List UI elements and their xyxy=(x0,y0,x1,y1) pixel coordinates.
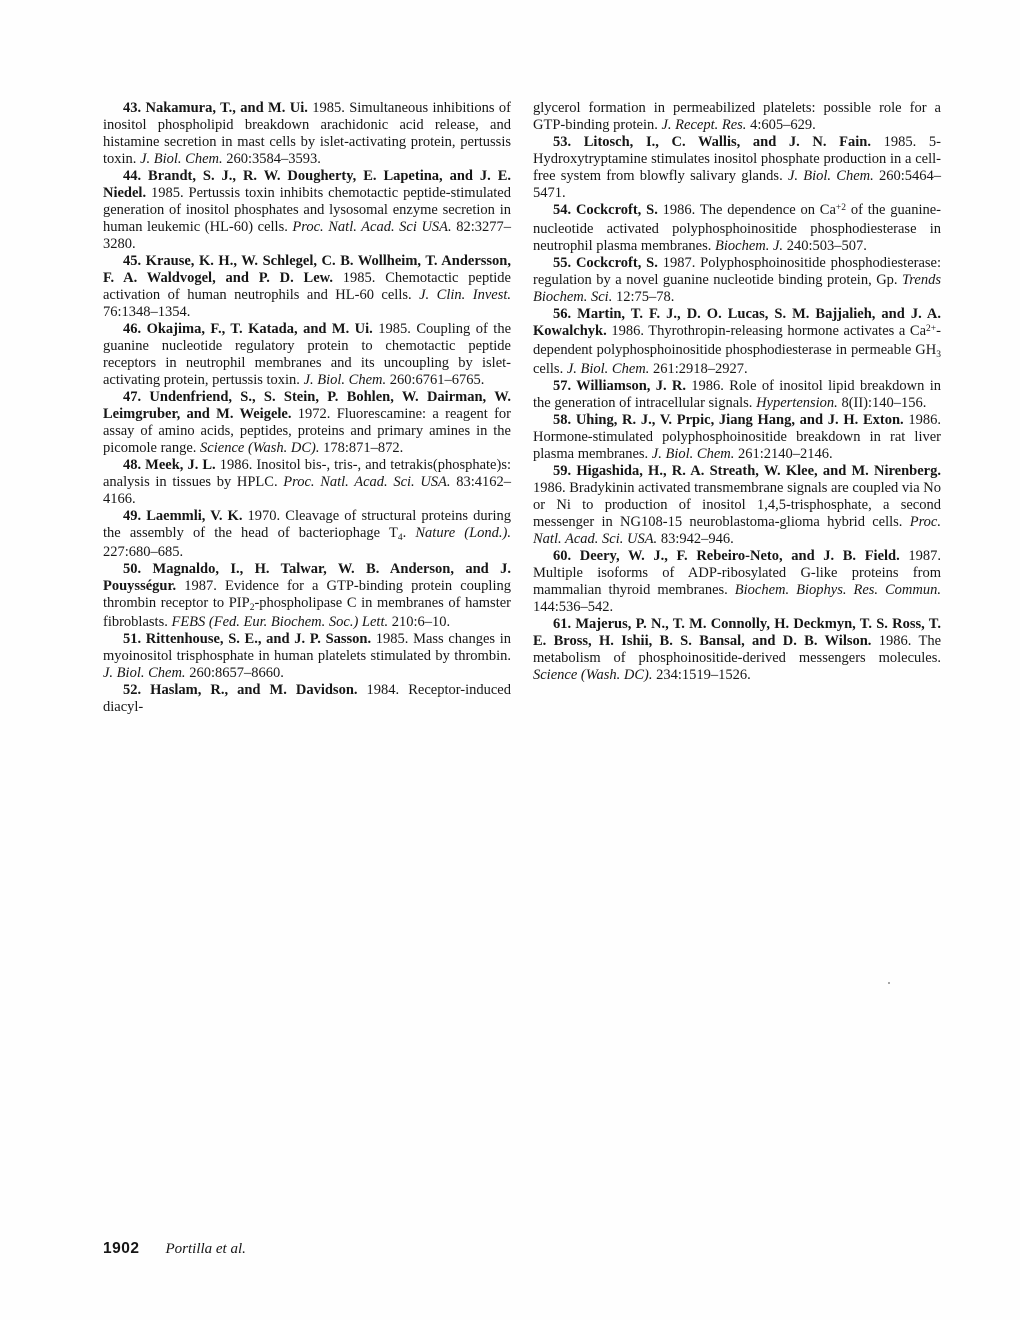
reference-segment-p: 1986. The dependence on Ca xyxy=(657,202,836,218)
reference-entry xyxy=(533,378,941,412)
page-footer xyxy=(103,1240,246,1258)
reference-segment-p: 1986. Inositol bis-, tris-, and tetrakis(phosphate)s: analysis in tissues by HPLC. xyxy=(103,457,511,490)
reference-segment-i: Science (Wash. DC). xyxy=(533,667,653,683)
reference-segment-p: 83:942–946. xyxy=(657,531,734,547)
reference-entry xyxy=(103,508,511,561)
reference-entry xyxy=(533,616,941,684)
reference-segment-p: 82:3277–3280. xyxy=(103,219,512,252)
reference-entry xyxy=(103,682,511,716)
reference-segment-p: 1986. Bradykinin activated transmembrane signals are coupled via No or Ni to production of inositol 1,4,5-trisphosphate, a second messenger in NG108-15 neuroblastoma-glioma hybrid cells. xyxy=(533,480,941,530)
reference-segment-p: 4:605–629. xyxy=(746,117,816,133)
reference-segment-p: 144:536–542. xyxy=(533,599,614,615)
reference-segment-b: 61. Majerus, P. N., T. M. Connolly, H. Deckmyn, T. S. Ross, T. E. Bross, H. Ishii, B. S. Bansal, and D. B. Wilson. xyxy=(533,616,941,649)
references-column-left xyxy=(103,100,511,716)
reference-segment-b: 55. Cockcroft, S. xyxy=(553,255,658,271)
reference-segment-p: 1972. Fluorescamine: a reagent for assay of amino acids, peptides, proteins and primary amines in the picomole range. xyxy=(103,406,511,456)
reference-segment-b: 49. Laemmli, V. K. xyxy=(123,508,243,524)
reference-segment-i: Proc. Natl. Acad. Sci USA. xyxy=(292,219,452,235)
reference-segment-p: 210:6–10. xyxy=(388,614,451,630)
reference-segment-p: 227:680–685. xyxy=(103,544,184,560)
reference-segment-p: 260:6761–6765. xyxy=(386,372,485,388)
reference-segment-i: Hypertension. xyxy=(756,395,838,411)
reference-entry xyxy=(103,631,511,682)
reference-entry xyxy=(533,255,941,306)
running-authors: Portilla et al. xyxy=(165,1241,246,1257)
reference-entry xyxy=(103,100,511,168)
reference-entry xyxy=(533,202,941,255)
reference-segment-p: cells. xyxy=(533,361,567,377)
reference-segment-p: 1985. Mass changes in myoinositol trisphosphate in human platelets stimulated by thrombin. xyxy=(103,631,512,664)
reference-segment-i: Science (Wash. DC). xyxy=(200,440,320,456)
reference-segment-p: 261:2918–2927. xyxy=(649,361,748,377)
reference-segment-p: 260:8657–8660. xyxy=(185,665,284,681)
reference-segment-i: J. Recept. Res. xyxy=(661,117,747,133)
reference-segment-p: 83:4162–4166. xyxy=(103,474,512,507)
reference-segment-p: 1987. Evidence for a GTP-binding protein coupling thrombin receptor to PIP xyxy=(103,578,511,611)
reference-segment-b: 54. Cockcroft, S. xyxy=(553,202,658,218)
reference-segment-b: 57. Williamson, J. R. xyxy=(553,378,686,394)
reference-segment-b: 43. Nakamura, T., and M. Ui. xyxy=(123,100,308,116)
reference-segment-b: 47. Undenfriend, S., S. Stein, P. Bohlen, W. Dairman, W. Leimgruber, and M. Weigele. xyxy=(103,389,511,422)
reference-segment-i: Proc. Natl. Acad. Sci. USA. xyxy=(283,474,451,490)
reference-segment-p: -dependent polyphosphoinositide phosphodiesterase in permeable GH xyxy=(533,323,941,358)
reference-segment-p: 1985. Chemotactic peptide activation of human neutrophils and HL-60 cells. xyxy=(103,270,511,303)
reference-segment-i: J. Biol. Chem. xyxy=(651,446,735,462)
reference-segment-i: J. Biol. Chem. xyxy=(303,372,387,388)
reference-segment-b: 44. Brandt, S. J., R. W. Dougherty, E. Lapetina, and J. E. Niedel. xyxy=(103,168,511,201)
reference-segment-b: 45. Krause, K. H., W. Schlegel, C. B. Wollheim, T. Andersson, F. A. Waldvogel, and P. D. Lew. xyxy=(103,253,511,286)
reference-entry xyxy=(533,134,941,202)
reference-entry xyxy=(533,548,941,616)
reference-segment-b: 58. Uhing, R. J., V. Prpic, Jiang Hang, and J. H. Exton. xyxy=(553,412,904,428)
reference-segment-b: 46. Okajima, F., T. Katada, and M. Ui. xyxy=(123,321,373,337)
reference-entry xyxy=(533,100,941,134)
reference-segment-sub: 4 xyxy=(397,532,403,543)
reference-segment-p: 1985. 5-Hydroxytryptamine stimulates inositol phosphate production in a cell-free system from blowfly salivary glands. xyxy=(533,134,941,184)
reference-segment-i: FEBS (Fed. Eur. Biochem. Soc.) Lett. xyxy=(171,614,389,630)
reference-segment-p: 234:1519–1526. xyxy=(652,667,751,683)
reference-segment-p: 1986. Hormone-stimulated polyphosphoinositide breakdown in rat liver plasma membranes. xyxy=(533,412,942,462)
reference-segment-i: Biochem. J. xyxy=(715,238,784,254)
reference-segment-p: 12:75–78. xyxy=(612,289,675,305)
reference-entry xyxy=(103,253,511,321)
reference-segment-p: 1987. Multiple isoforms of ADP-ribosylated G-like proteins from mammalian thyroid membranes. xyxy=(533,548,941,598)
reference-segment-p: 1985. Pertussis toxin inhibits chemotactic peptide-stimulated generation of inositol phosphates and lysosomal enzyme secretion in human leukemic (HL-60) cells. xyxy=(103,185,511,235)
reference-entry xyxy=(103,457,511,508)
reference-segment-i: J. Clin. Invest. xyxy=(419,287,511,303)
reference-segment-i: J. Biol. Chem. xyxy=(566,361,650,377)
reference-segment-p: 260:3584–3593. xyxy=(222,151,321,167)
reference-segment-i: Proc. Natl. Acad. Sci. USA. xyxy=(533,514,941,547)
reference-segment-p: 8(II):140–156. xyxy=(837,395,927,411)
reference-segment-p: 1985. Simultaneous inhibitions of inositol phospholipid breakdown arachidonic acid release, and histamine secretion in mast cells by islet-activating protein, pertussis toxin. xyxy=(103,100,511,167)
reference-segment-b: 48. Meek, J. L. xyxy=(123,457,216,473)
reference-segment-p: glycerol formation in permeabilized platelets: possible role for a GTP-binding protein. xyxy=(533,100,941,133)
reference-segment-p: 1985. Coupling of the guanine nucleotide regulatory protein to chemotactic peptide receptors in neutrophil membranes and its uncoupling by islet-activating protein, pertussis toxin. xyxy=(103,321,512,388)
reference-segment-sub: 3 xyxy=(936,349,941,360)
reference-segment-sub: 2 xyxy=(249,602,255,613)
reference-segment-b: 53. Litosch, I., C. Wallis, and J. N. Fain. xyxy=(553,134,871,150)
page-number: 1902 xyxy=(103,1240,140,1257)
reference-segment-p: 260:5464–5471. xyxy=(533,168,942,201)
reference-segment-sup: +2 xyxy=(835,202,846,213)
reference-entry xyxy=(103,561,511,631)
reference-segment-p: of the guanine-nucleotide activated polyphosphoinositide phosphodiesterase in neutrophil plasma membranes. xyxy=(533,202,941,254)
reference-segment-i: J. Biol. Chem. xyxy=(103,665,186,681)
reference-segment-p: 178:871–872. xyxy=(319,440,404,456)
reference-segment-b: 50. Magnaldo, I., H. Talwar, W. B. Anderson, and J. Pouysségur. xyxy=(103,561,511,594)
reference-segment-b: 51. Rittenhouse, S. E., and J. P. Sasson. xyxy=(123,631,372,647)
reference-segment-sup: 2+ xyxy=(926,323,937,334)
reference-segment-i: Biochem. Biophys. Res. Commun. xyxy=(734,582,942,598)
reference-segment-p: 1986. The metabolism of phosphoinositide-derived messengers molecules. xyxy=(533,633,941,666)
reference-segment-b: 60. Deery, W. J., F. Rebeiro-Neto, and J. B. Field. xyxy=(553,548,900,564)
reference-segment-i: Trends Biochem. Sci. xyxy=(533,272,941,305)
reference-entry xyxy=(533,306,941,378)
reference-segment-p: 1986. Role of inositol lipid breakdown in the generation of intracellular signals. xyxy=(533,378,941,411)
reference-segment-b: 52. Haslam, R., and M. Davidson. xyxy=(123,682,358,698)
reference-segment-i: J. Biol. Chem. xyxy=(140,151,223,167)
reference-segment-p: 1984. Receptor-induced diacyl- xyxy=(103,682,511,715)
reference-segment-p: 261:2140–2146. xyxy=(734,446,833,462)
reference-segment-p: 1970. Cleavage of structural proteins during the assembly of the head of bacteriophage T xyxy=(103,508,511,541)
reference-segment-p: 240:503–507. xyxy=(783,238,867,254)
reference-entry xyxy=(103,321,511,389)
reference-segment-p: . xyxy=(402,525,416,541)
scan-speck xyxy=(888,982,890,984)
references-column-right xyxy=(533,100,941,684)
reference-segment-p: -phospholipase C in membranes of hamster fibroblasts. xyxy=(103,595,511,630)
reference-entry xyxy=(533,463,941,548)
reference-segment-b: 59. Higashida, H., R. A. Streath, W. Klee, and M. Nirenberg. xyxy=(553,463,941,479)
reference-segment-b: 56. Martin, T. F. J., D. O. Lucas, S. M. Bajjalieh, and J. A. Kowalchyk. xyxy=(533,306,941,339)
reference-segment-p: 1986. Thyrothropin-releasing hormone activates a Ca xyxy=(606,323,927,339)
reference-segment-p: 76:1348–1354. xyxy=(103,304,191,320)
reference-entry xyxy=(103,389,511,457)
reference-entry xyxy=(103,168,511,253)
reference-segment-i: J. Biol. Chem. xyxy=(787,168,874,184)
reference-entry xyxy=(533,412,941,463)
reference-segment-i: Nature (Lond.). xyxy=(415,525,511,541)
reference-segment-p: 1987. Polyphosphoinositide phosphodiesterase: regulation by a novel guanine nucleotide binding protein, Gp. xyxy=(533,255,942,288)
